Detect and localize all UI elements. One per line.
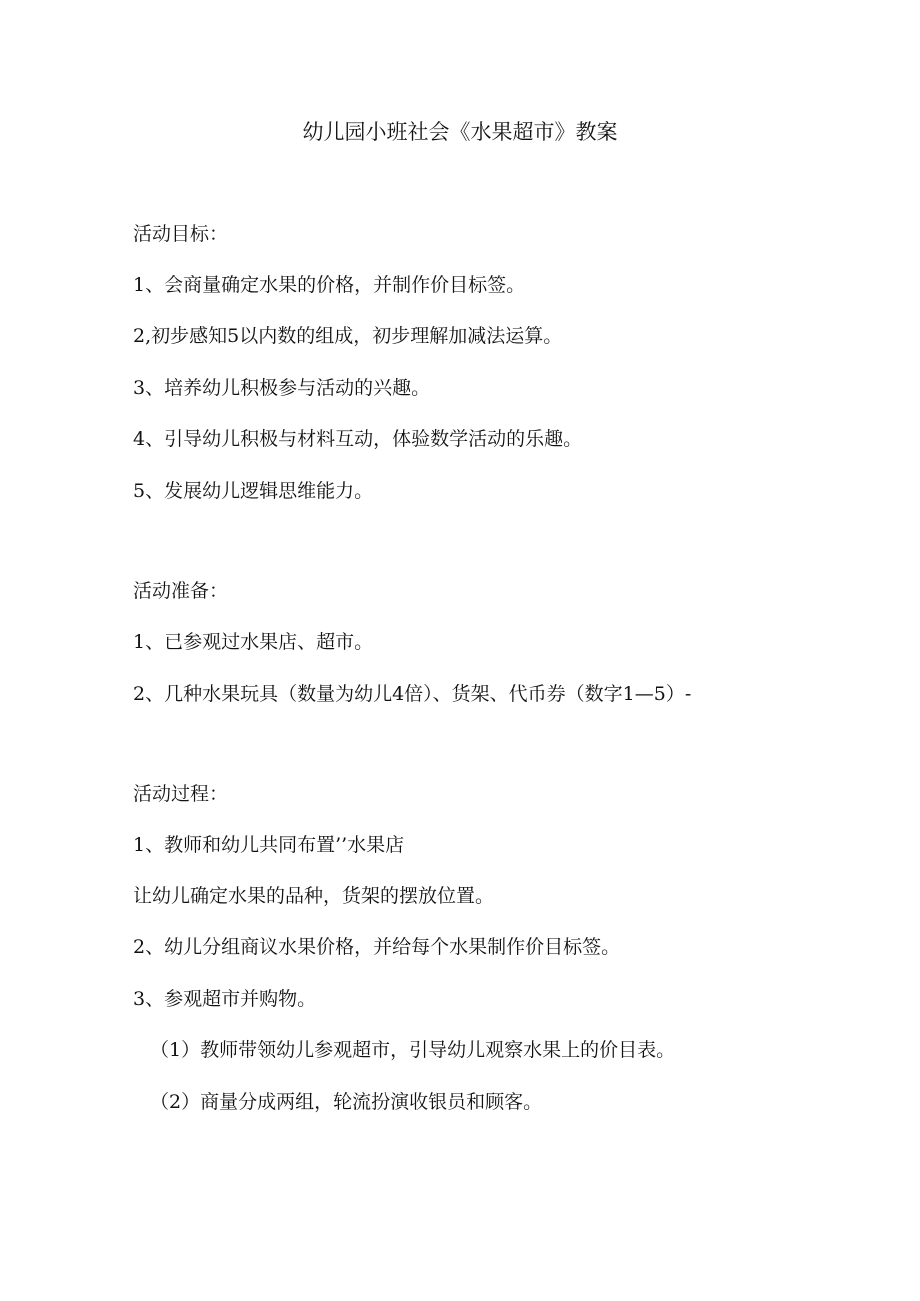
- process-item-1-detail: 让幼儿确定水果的品种，货架的摆放位置。: [133, 885, 495, 907]
- process-item-1: 1、教师和幼儿共同布置’’水果店: [133, 834, 405, 856]
- process-item-2: 2、幼儿分组商议水果价格，并给每个水果制作价目标签。: [133, 936, 621, 958]
- process-item-3: 3、参观超市并购物。: [133, 988, 317, 1010]
- goal-item-1: 1、会商量确定水果的价格，并制作价目标签。: [133, 274, 526, 296]
- preparation-item-2: 2、几种水果玩具（数量为幼儿4倍）、货架、代币券（数字1—5）-: [133, 683, 692, 705]
- preparation-item-1: 1、已参观过水果店、超市。: [133, 631, 374, 653]
- goals-heading: 活动目标：: [133, 223, 229, 245]
- preparation-heading: 活动准备：: [133, 580, 229, 602]
- process-subitem-1: （1）教师带领幼儿参观超市，引导幼儿观察水果上的价目表。: [150, 1039, 676, 1061]
- goal-item-3: 3、培养幼儿积极参与活动的兴趣。: [133, 377, 431, 399]
- process-subitem-2: （2）商量分成两组，轮流扮演收银员和顾客。: [150, 1091, 543, 1113]
- goal-item-4: 4、引导幼儿积极与材料互动，体验数学活动的乐趣。: [133, 428, 583, 450]
- goal-item-2: 2,初步感知5以内数的组成，初步理解加减法运算。: [133, 325, 563, 347]
- document-title: 幼儿园小班社会《水果超市》教案: [302, 120, 618, 144]
- goal-item-5: 5、发展幼儿逻辑思维能力。: [133, 480, 374, 502]
- process-heading: 活动过程：: [133, 783, 229, 805]
